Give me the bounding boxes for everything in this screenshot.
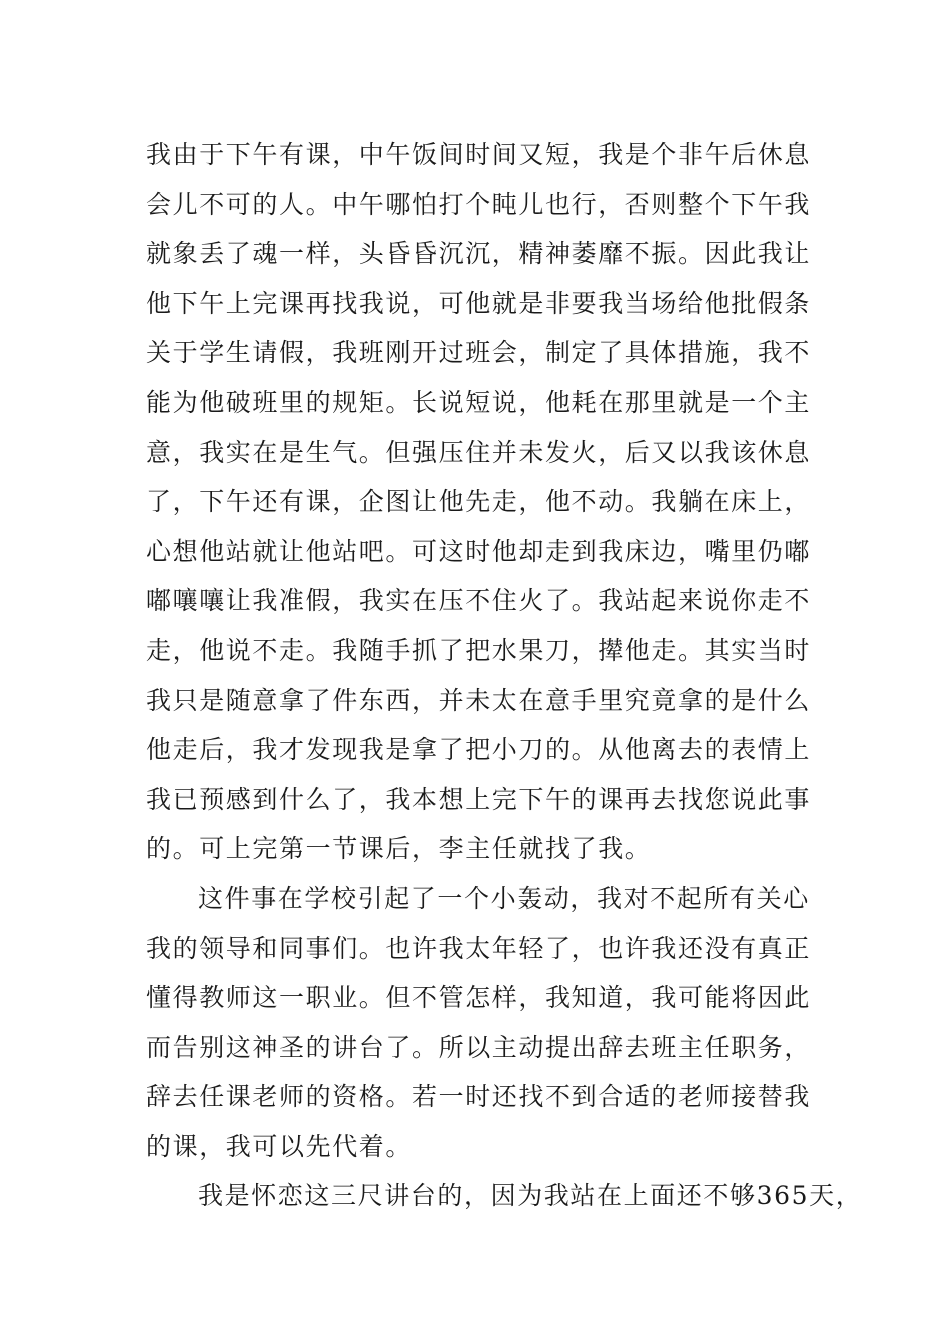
- document-body: [146, 130, 863, 1221]
- text-line: 我已预感到什么了，我本想上完下午的课再去找您说此事: [146, 784, 812, 814]
- text-line: 了，下午还有课，企图让他先走，他不动。我躺在床上，: [146, 487, 812, 517]
- text-line: 就象丢了魂一样，头昏昏沉沉，精神萎靡不振。因此我让: [146, 239, 812, 269]
- text-line: 走，他说不走。我随手抓了把水果刀，撵他走。其实当时: [146, 635, 812, 665]
- text-line: 他走后，我才发现我是拿了把小刀的。从他离去的表情上: [146, 735, 812, 765]
- paragraph-2: [146, 874, 816, 1172]
- text-line: 能为他破班里的规矩。长说短说，他耗在那里就是一个主: [146, 387, 812, 417]
- text-line: 他下午上完课再找我说，可他就是非要我当场给他批假条: [146, 288, 812, 318]
- text-line: 会儿不可的人。中午哪怕打个盹儿也行，否则整个下午我: [146, 189, 812, 219]
- text-line: 这件事在学校引起了一个小轰动，我对不起所有关心: [198, 883, 810, 913]
- text-line: 我只是随意拿了件东西，并未太在意手里究竟拿的是什么: [146, 685, 812, 715]
- text-line: 心想他站就让他站吧。可这时他却走到我床边，嘴里仍嘟: [146, 536, 812, 566]
- text-line: 而告别这神圣的讲台了。所以主动提出辞去班主任职务，: [146, 1032, 812, 1062]
- paragraph-3: [146, 1171, 863, 1221]
- text-line: 我的领导和同事们。也许我太年轻了，也许我还没有真正: [146, 933, 812, 963]
- text-line: 我由于下午有课，中午饭间时间又短，我是个非午后休息: [146, 140, 812, 169]
- paragraph-1: [146, 130, 816, 874]
- text-line: 辞去任课老师的资格。若一时还找不到合适的老师接替我: [146, 1082, 812, 1112]
- text-line: 的课，我可以先代着。: [146, 1131, 413, 1161]
- text-line: 嘟嚷嚷让我准假，我实在压不住火了。我站起来说你走不: [146, 586, 812, 616]
- text-line: 的。可上完第一节课后，李主任就找了我。: [146, 834, 652, 864]
- text-line: 关于学生请假，我班刚开过班会，制定了具体措施，我不: [146, 338, 812, 368]
- text-line: 懂得教师这一职业。但不管怎样，我知道，我可能将因此: [146, 983, 812, 1013]
- text-line: 意，我实在是生气。但强压住并未发火，后又以我该休息: [146, 437, 812, 467]
- text-line: 我是怀恋这三尺讲台的，因为我站在上面还不够365天，: [198, 1181, 863, 1211]
